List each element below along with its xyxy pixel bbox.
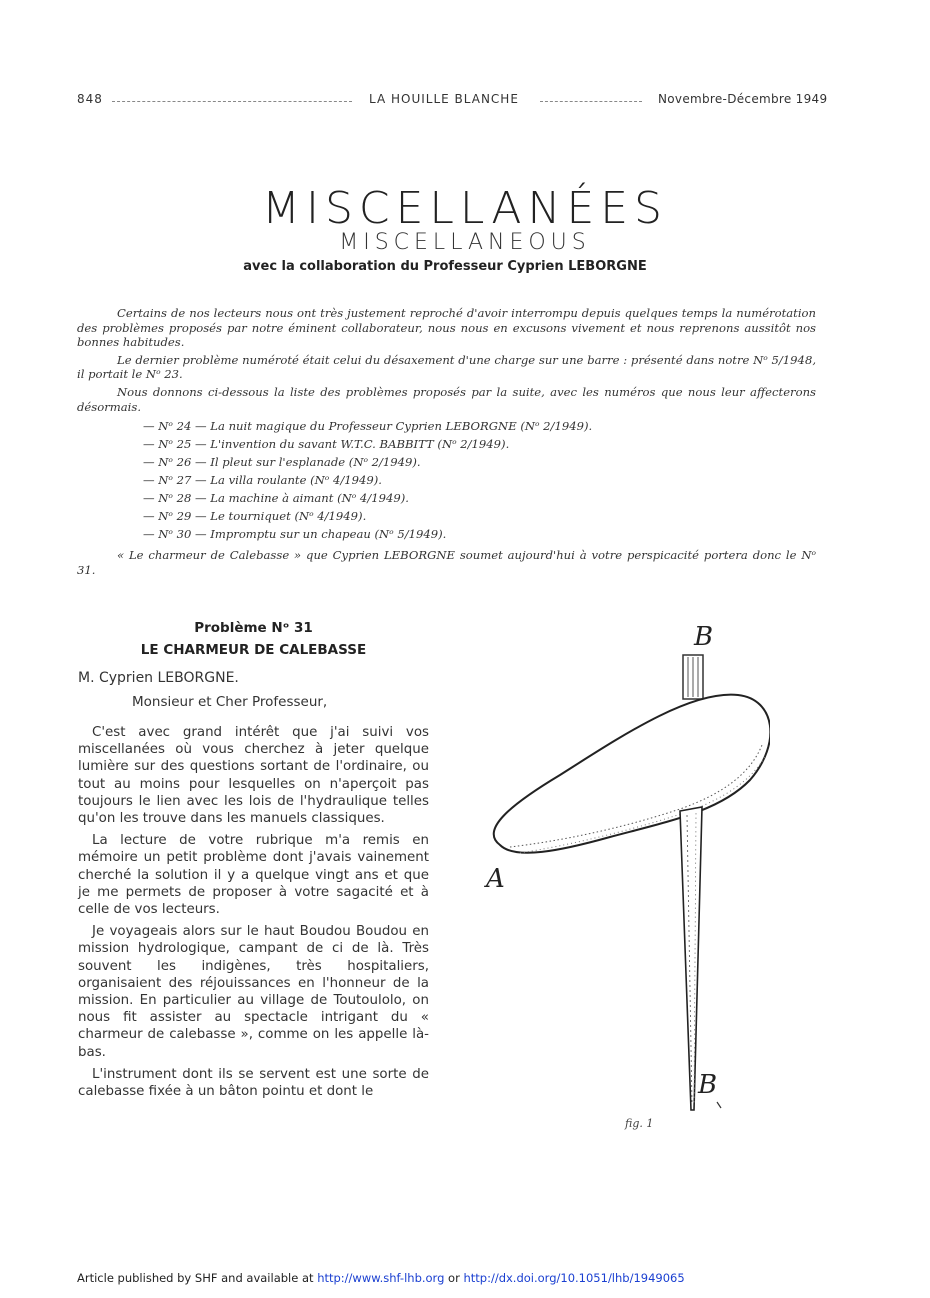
problem-list-item: — Nᵒ 24 — La nuit magique du Professeur Cyprien LEBORGNE (Nᵒ 2/1949). <box>143 419 593 434</box>
label-b-top: B <box>694 622 714 652</box>
letter-body <box>78 724 429 1105</box>
problem-list-item: — Nᵒ 26 — Il pleut sur l'esplanade (Nᵒ 2/1949). <box>143 455 421 470</box>
problem-name: LE CHARMEUR DE CALEBASSE <box>140 642 367 658</box>
calabash-body <box>494 695 770 853</box>
intro-paragraph-2: Le dernier problème numéroté était celui du désaxement d'une charge sur une barre : présenté dans notre Nᵒ 5/1948, il portait le Nᵒ 23. <box>77 352 816 382</box>
problem-list-item: — Nᵒ 25 — L'invention du savant W.T.C. BABBITT (Nᵒ 2/1949). <box>143 437 510 452</box>
problem-list <box>77 417 816 543</box>
intro-block <box>77 306 816 580</box>
problem-list-item: — Nᵒ 30 — Impromptu sur un chapeau (Nᵒ 5/1949). <box>143 527 447 542</box>
body-paragraph: L'instrument dont ils se servent est une sorte de calebasse fixée à un bâton pointu et dont le <box>78 1066 429 1100</box>
page-number: 848 <box>77 92 103 106</box>
body-paragraph: C'est avec grand intérêt que j'ai suivi vos miscellanées où vous cherchez à jeter quelque lumière sur des questions sortant de l'ordinaire, ou tout au moins pour lesquelles on n'aperçoit pas toujours le lien avec les lois de l'hydraulique telles qu'on les trouve dans les manuels classiques. <box>78 725 429 827</box>
section-subtitle: MISCELLANEOUS <box>339 230 591 255</box>
body-paragraph: Je voyageais alors sur le haut Boudou Boudou en mission hydrologique, campant de ci de là. Très souvent les indigènes, très hospitaliers, organisaient des réjouissances en l'honneur de la mission. En particulier au village de Toutoulolo, on nous fit assister au spectacle intrigant du « charmeur de calebasse », comme on les appelle là-bas. <box>78 924 429 1060</box>
label-a: A <box>486 864 505 894</box>
footer-line <box>77 1271 685 1285</box>
footer-middle: or <box>444 1271 464 1285</box>
problem-list-item: — Nᵒ 28 — La machine à aimant (Nᵒ 4/1949). <box>143 491 409 506</box>
problem-heading <box>78 617 429 661</box>
footer-link-shf[interactable]: http://www.shf-lhb.org <box>317 1271 445 1285</box>
intro-paragraph-1: Certains de nos lecteurs nous ont très justement reproché d'avoir interrompu depuis quelques temps la numérotation des problèmes proposés par notre éminent collaborateur, nous nous en excusons vivement et nous reprenons aussitôt nos bonnes habitudes. <box>77 306 816 350</box>
intro-paragraph-4: « Le charmeur de Calebasse » que Cyprien LEBORGNE soumet aujourd'hui à votre perspicacité portera donc le Nᵒ 31. <box>77 548 816 577</box>
footer-prefix: Article published by SHF and available at <box>77 1271 318 1285</box>
calabash-figure <box>470 615 770 1135</box>
problem-number: Problème Nᵒ 31 <box>194 620 313 636</box>
issue-date: Novembre-Décembre 1949 <box>658 92 828 106</box>
problem-list-item: — Nᵒ 27 — La villa roulante (Nᵒ 4/1949). <box>143 473 382 488</box>
stick-bottom <box>680 807 702 1110</box>
label-b-bottom: B <box>698 1070 718 1100</box>
problem-list-item: — Nᵒ 29 — Le tourniquet (Nᵒ 4/1949). <box>143 509 367 524</box>
letter-author: M. Cyprien LEBORGNE. <box>78 670 239 686</box>
body-paragraph: La lecture de votre rubrique m'a remis en mémoire un petit problème dont j'avais vainement cherché la solution il y a quelque vingt ans et que je me permets de proposer à votre sagacité et à celle de vos lecteurs. <box>78 833 429 918</box>
stick-top <box>683 655 703 699</box>
header-rule-right <box>540 101 642 102</box>
letter-salutation: Monsieur et Cher Professeur, <box>132 694 328 710</box>
journal-title: LA HOUILLE BLANCHE <box>369 92 519 106</box>
section-title: MISCELLANÉES <box>262 183 668 234</box>
collaboration-line: avec la collaboration du Professeur Cyprien LEBORGNE <box>243 259 647 274</box>
header-rule-left <box>112 101 352 102</box>
footer-link-doi[interactable]: http://dx.doi.org/10.1051/lhb/1949065 <box>463 1271 685 1285</box>
figure-caption: fig. 1 <box>625 1117 654 1130</box>
intro-paragraph-3: Nous donnons ci-dessous la liste des problèmes proposés par la suite, avec les numéros que nous leur affecterons désormais. <box>77 384 816 414</box>
tip-mark <box>717 1102 721 1108</box>
